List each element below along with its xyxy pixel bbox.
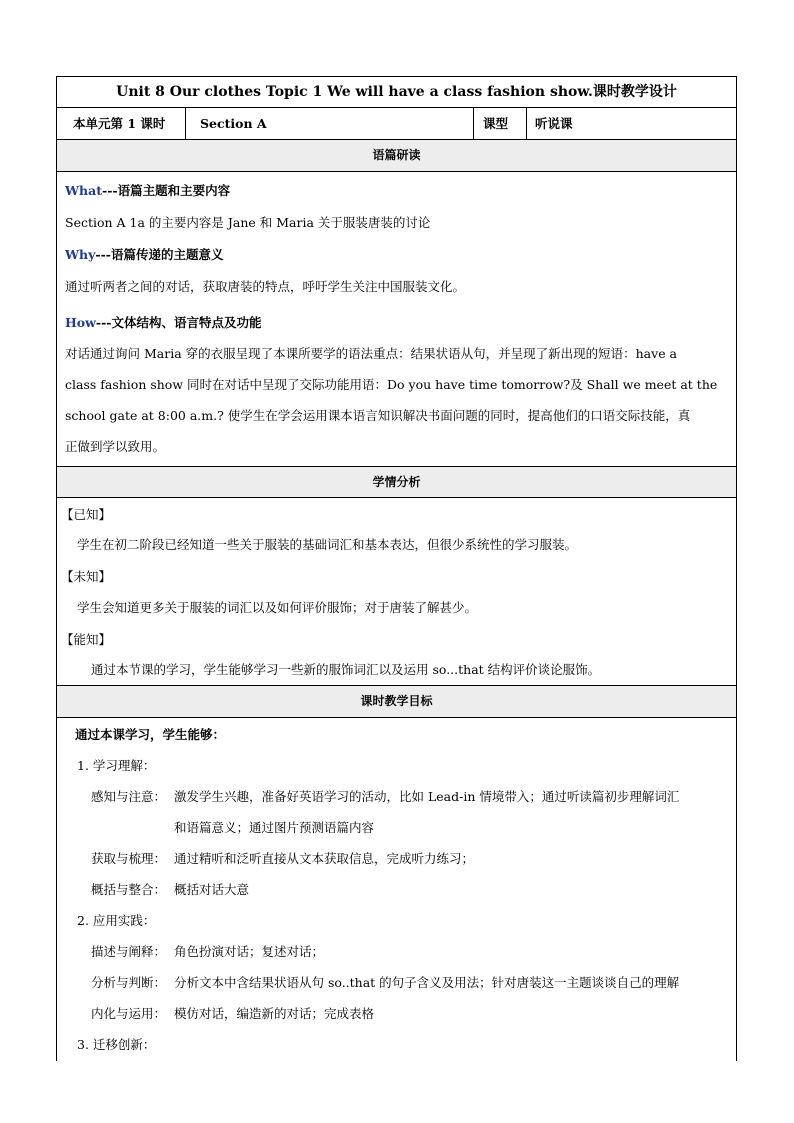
type-label-cell: 课型 [483,116,509,131]
why-body: 通过听两者之间的对话，获取唐装的特点，呼吁学生关注中国服装文化。 [65,279,466,294]
learner-analysis-heading: 学情分析 [57,467,736,498]
objectives-intro: 通过本课学习，学生能够： [75,727,226,742]
what-heading: What---语篇主题和主要内容 [65,183,231,198]
objectives-section [57,718,736,1062]
unknown-label: 【未知】 [61,569,112,584]
objective-text: 概括对话大意 [174,882,250,897]
what-body: Section A 1a 的主要内容是 Jane 和 Maria 关于服装唐装的讨论 [65,215,431,230]
how-heading: How---文体结构、语言特点及功能 [65,315,262,330]
objective-text: 和语篇意义；通过图片预测语篇内容 [174,820,375,835]
objective-text: 模仿对话，编造新的对话；完成表格 [174,1006,375,1021]
divider [473,108,474,139]
learner-analysis-section [57,498,736,686]
objective-label: 感知与注意： [91,789,167,804]
how-body-line: 正做到学以致用。 [65,439,166,454]
type-value-cell: 听说课 [535,116,573,131]
objective-text: 角色扮演对话；复述对话； [174,944,325,959]
able-text: 通过本节课的学习，学生能够学习一些新的服饰词汇以及运用 so...that 结构评价谈论服饰。 [91,662,601,677]
objective-text: 分析文本中含结果状语从句 so..that 的句子含义及用法；针对唐装这一主题谈谈自己的理解 [174,975,680,990]
objective-label: 描述与阐释： [91,944,167,959]
how-body-line: school gate at 8:00 a.m.? 使学生在学会运用课本语言知识解决书面问题的同时，提高他们的口语交际技能，真 [65,408,691,423]
lesson-number-cell: 本单元第 1 课时 [73,116,166,131]
learning-understanding-title: 1. 学习理解： [77,758,156,773]
why-heading: Why---语篇传递的主题意义 [65,247,224,262]
objective-label: 概括与整合： [91,882,167,897]
text-study-section [57,172,736,467]
able-label: 【能知】 [61,632,112,647]
how-body-line: class fashion show 同时在对话中呈现了交际功能用语：Do you have time tomorrow?及 Shall we meet at the [65,377,718,392]
known-label: 【已知】 [61,507,112,522]
objective-text: 激发学生兴趣，准备好英语学习的活动，比如 Lead-in 情境带入；通过听读篇初步理解词汇 [174,789,680,804]
known-text: 学生在初二阶段已经知道一些关于服装的基础词汇和基本表达，但很少系统性的学习服装。 [77,537,578,552]
lesson-plan-table [56,76,737,1061]
objective-label: 内化与运用： [91,1006,167,1021]
text-study-heading: 语篇研读 [57,140,736,172]
divider [185,108,186,139]
section-cell: Section A [200,116,267,131]
divider [526,108,527,139]
transfer-innovation-title: 3. 迁移创新： [77,1037,156,1052]
objective-text: 通过精听和泛听直接从文本获取信息，完成听力练习； [174,851,475,866]
objective-label: 获取与梳理： [91,851,167,866]
unknown-text: 学生会知道更多关于服装的词汇以及如何评价服饰；对于唐装了解甚少。 [77,600,478,615]
page-title: Unit 8 Our clothes Topic 1 We will have a class fashion show.课时教学设计 [57,77,736,108]
application-practice-title: 2. 应用实践： [77,913,156,928]
info-row [57,108,736,140]
objectives-heading: 课时教学目标 [57,686,736,718]
how-body-line: 对话通过询问 Maria 穿的衣服呈现了本课所要学的语法重点：结果状语从句，并呈现了新出现的短语：have a [65,346,678,361]
objective-label: 分析与判断： [91,975,167,990]
